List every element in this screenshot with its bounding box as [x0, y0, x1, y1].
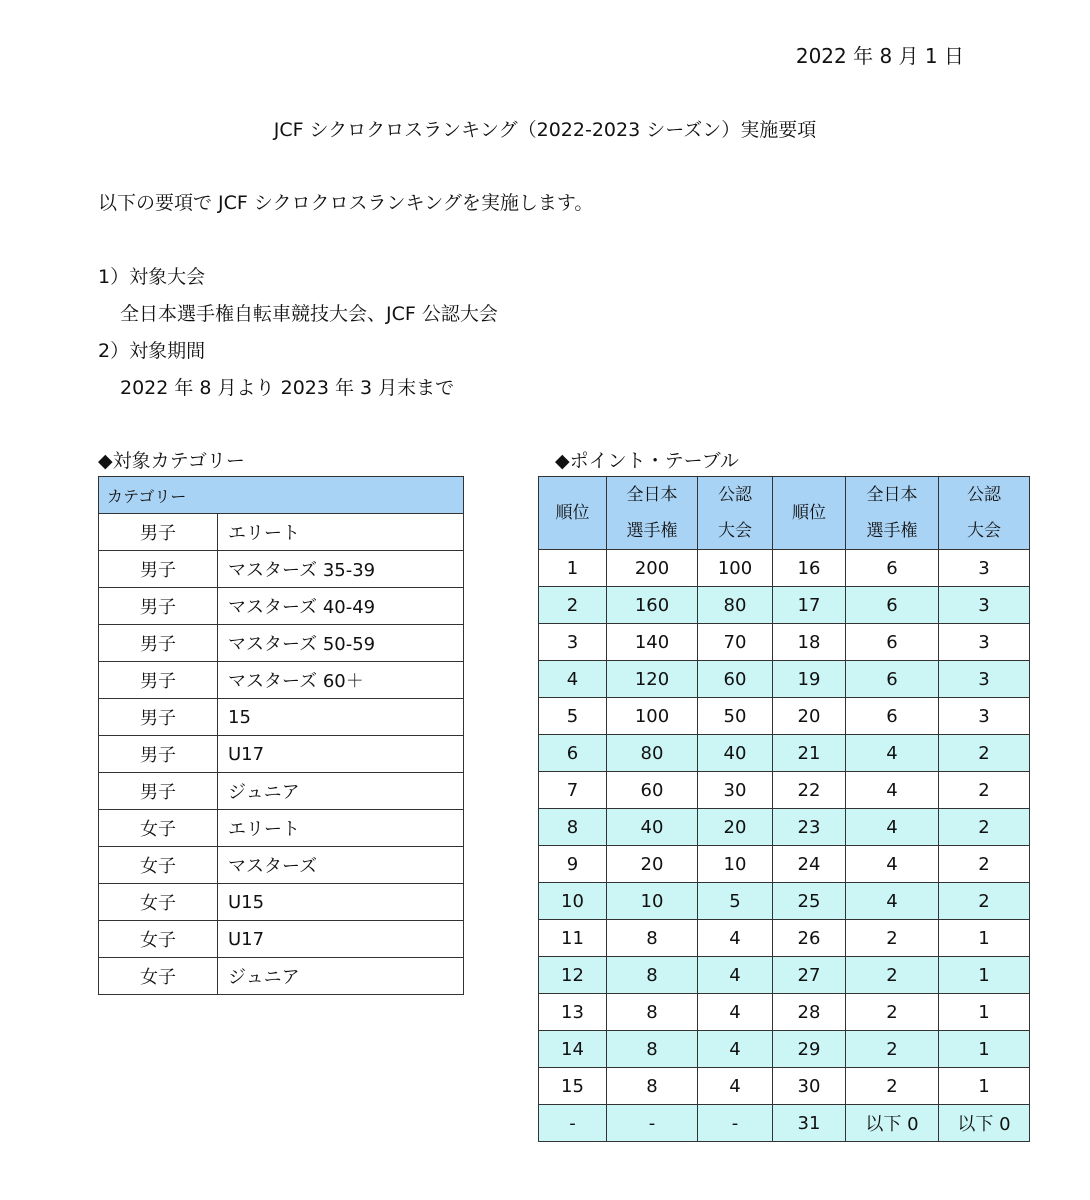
rank-cell-2: 31	[773, 1105, 846, 1142]
points-row	[539, 587, 1030, 624]
national-points-cell-2: 2	[846, 994, 939, 1031]
category-row	[99, 551, 464, 588]
official-points-cell: 4	[698, 1031, 773, 1068]
category-gender: 女子	[99, 921, 218, 958]
national-header-2-line1: 全日本	[866, 485, 918, 505]
rank-cell-2: 27	[773, 957, 846, 994]
official-header-line2: 大会	[718, 521, 752, 541]
official-points-cell: 20	[698, 809, 773, 846]
category-row	[99, 625, 464, 662]
official-points-cell-2: 2	[939, 772, 1030, 809]
category-table-body	[99, 514, 464, 995]
category-gender: 男子	[99, 625, 218, 662]
official-points-cell-2: 1	[939, 957, 1030, 994]
category-gender: 女子	[99, 884, 218, 921]
national-header-2	[846, 477, 939, 550]
national-points-cell-2: 4	[846, 772, 939, 809]
official-points-cell: 70	[698, 624, 773, 661]
section1-body: 全日本選手権自転車競技大会、JCF 公認大会	[120, 303, 498, 325]
category-name: 15	[218, 699, 464, 736]
national-header-line1: 全日本	[626, 485, 678, 505]
national-points-cell-2: 2	[846, 957, 939, 994]
national-points-cell-2: 6	[846, 661, 939, 698]
official-header-2	[939, 477, 1030, 550]
official-points-cell: 10	[698, 846, 773, 883]
category-gender: 男子	[99, 736, 218, 773]
national-points-cell-2: 4	[846, 809, 939, 846]
category-row	[99, 847, 464, 884]
rank-cell-2: 17	[773, 587, 846, 624]
points-row	[539, 994, 1030, 1031]
category-name: マスターズ 40-49	[218, 588, 464, 625]
national-points-cell-2: 6	[846, 587, 939, 624]
official-header-2-line1: 公認	[967, 485, 1001, 505]
category-name: エリート	[218, 810, 464, 847]
official-points-cell-2: 3	[939, 698, 1030, 735]
rank-cell-2: 23	[773, 809, 846, 846]
official-points-cell-2: 3	[939, 661, 1030, 698]
national-points-cell: 40	[607, 809, 698, 846]
national-points-cell: 10	[607, 883, 698, 920]
category-name: U15	[218, 884, 464, 921]
rank-cell-2: 22	[773, 772, 846, 809]
document-date: 2022 年 8 月 1 日	[795, 44, 964, 68]
rank-cell: 13	[539, 994, 607, 1031]
official-header-2-line2: 大会	[967, 521, 1001, 541]
official-points-cell-2: 1	[939, 1068, 1030, 1105]
points-row	[539, 1105, 1030, 1142]
category-name: ジュニア	[218, 773, 464, 810]
official-points-cell: 4	[698, 957, 773, 994]
document-title: JCF シクロクロスランキング（2022-2023 シーズン）実施要項	[273, 119, 817, 141]
rank-cell: 6	[539, 735, 607, 772]
national-points-cell: 160	[607, 587, 698, 624]
national-points-cell-2: 4	[846, 846, 939, 883]
official-points-cell: 4	[698, 920, 773, 957]
rank-cell-2: 29	[773, 1031, 846, 1068]
official-points-cell: 60	[698, 661, 773, 698]
category-row	[99, 736, 464, 773]
points-row	[539, 883, 1030, 920]
official-points-cell-2: 1	[939, 994, 1030, 1031]
points-table-body	[539, 550, 1030, 1142]
official-points-cell: 5	[698, 883, 773, 920]
category-name: マスターズ 50-59	[218, 625, 464, 662]
national-points-cell: 100	[607, 698, 698, 735]
national-header	[607, 477, 698, 550]
official-points-cell-2: 3	[939, 550, 1030, 587]
national-points-cell: 20	[607, 846, 698, 883]
rank-cell: 11	[539, 920, 607, 957]
official-points-cell-2: 3	[939, 587, 1030, 624]
national-points-cell: 80	[607, 735, 698, 772]
points-table-caption: ◆ポイント・テーブル	[555, 450, 739, 472]
category-gender: 男子	[99, 699, 218, 736]
rank-cell-2: 28	[773, 994, 846, 1031]
rank-cell-2: 25	[773, 883, 846, 920]
category-gender: 男子	[99, 551, 218, 588]
category-gender: 女子	[99, 847, 218, 884]
official-points-cell: 4	[698, 994, 773, 1031]
points-row	[539, 1068, 1030, 1105]
official-points-cell-2: 2	[939, 846, 1030, 883]
category-gender: 男子	[99, 773, 218, 810]
points-row	[539, 1031, 1030, 1068]
points-table	[538, 476, 1030, 1142]
official-points-cell: -	[698, 1105, 773, 1142]
official-points-cell-2: 2	[939, 809, 1030, 846]
category-name: マスターズ 35-39	[218, 551, 464, 588]
national-points-cell: 200	[607, 550, 698, 587]
rank-cell: 14	[539, 1031, 607, 1068]
official-points-cell-2: 1	[939, 1031, 1030, 1068]
points-row	[539, 698, 1030, 735]
points-row	[539, 772, 1030, 809]
rank-cell: 7	[539, 772, 607, 809]
national-points-cell-2: 6	[846, 550, 939, 587]
category-row	[99, 958, 464, 995]
national-points-cell: 140	[607, 624, 698, 661]
official-points-cell-2: 1	[939, 920, 1030, 957]
category-name: マスターズ 60＋	[218, 662, 464, 699]
rank-cell: 5	[539, 698, 607, 735]
rank-cell: 1	[539, 550, 607, 587]
rank-cell: 4	[539, 661, 607, 698]
points-row	[539, 809, 1030, 846]
points-row	[539, 920, 1030, 957]
rank-cell: 10	[539, 883, 607, 920]
section2-body: 2022 年 8 月より 2023 年 3 月末まで	[120, 377, 455, 399]
rank-cell: 12	[539, 957, 607, 994]
category-row	[99, 810, 464, 847]
rank-cell-2: 26	[773, 920, 846, 957]
intro-text: 以下の要項で JCF シクロクロスランキングを実施します。	[98, 192, 594, 214]
category-name: ジュニア	[218, 958, 464, 995]
rank-cell-2: 24	[773, 846, 846, 883]
rank-cell-2: 16	[773, 550, 846, 587]
category-table-header: カテゴリー	[99, 477, 464, 514]
category-table	[98, 476, 464, 995]
points-row	[539, 735, 1030, 772]
official-points-cell: 50	[698, 698, 773, 735]
official-points-cell: 40	[698, 735, 773, 772]
category-name: エリート	[218, 514, 464, 551]
rank-cell-2: 30	[773, 1068, 846, 1105]
national-points-cell: 8	[607, 994, 698, 1031]
rank-header-2: 順位	[773, 477, 846, 550]
national-points-cell-2: 以下 0	[846, 1105, 939, 1142]
rank-cell: 15	[539, 1068, 607, 1105]
category-row	[99, 514, 464, 551]
official-points-cell-2: 2	[939, 883, 1030, 920]
national-points-cell: 8	[607, 920, 698, 957]
rank-cell: 8	[539, 809, 607, 846]
national-points-cell-2: 6	[846, 698, 939, 735]
category-row	[99, 921, 464, 958]
national-points-cell-2: 6	[846, 624, 939, 661]
section1-heading: 1）対象大会	[98, 266, 206, 288]
national-points-cell: 60	[607, 772, 698, 809]
category-name: U17	[218, 921, 464, 958]
category-row	[99, 773, 464, 810]
official-header	[698, 477, 773, 550]
national-points-cell-2: 4	[846, 883, 939, 920]
official-points-cell: 4	[698, 1068, 773, 1105]
rank-cell: 2	[539, 587, 607, 624]
points-table-header-row	[539, 477, 1030, 550]
points-row	[539, 846, 1030, 883]
section2-heading: 2）対象期間	[98, 340, 206, 362]
national-header-2-line2: 選手権	[866, 521, 918, 541]
category-row	[99, 662, 464, 699]
rank-header: 順位	[539, 477, 607, 550]
national-points-cell: 8	[607, 1031, 698, 1068]
category-gender: 男子	[99, 588, 218, 625]
national-points-cell-2: 2	[846, 1031, 939, 1068]
category-row	[99, 699, 464, 736]
points-row	[539, 957, 1030, 994]
category-row	[99, 588, 464, 625]
points-row	[539, 624, 1030, 661]
rank-cell: 3	[539, 624, 607, 661]
official-header-line1: 公認	[718, 485, 752, 505]
category-name: マスターズ	[218, 847, 464, 884]
category-name: U17	[218, 736, 464, 773]
category-table-header-row	[99, 477, 464, 514]
national-points-cell-2: 4	[846, 735, 939, 772]
category-row	[99, 884, 464, 921]
category-gender: 男子	[99, 514, 218, 551]
official-points-cell-2: 以下 0	[939, 1105, 1030, 1142]
official-points-cell: 80	[698, 587, 773, 624]
official-points-cell-2: 2	[939, 735, 1030, 772]
national-points-cell: 8	[607, 1068, 698, 1105]
official-points-cell: 100	[698, 550, 773, 587]
category-gender: 女子	[99, 810, 218, 847]
category-gender: 男子	[99, 662, 218, 699]
rank-cell: 9	[539, 846, 607, 883]
rank-cell-2: 19	[773, 661, 846, 698]
official-points-cell: 30	[698, 772, 773, 809]
category-gender: 女子	[99, 958, 218, 995]
points-row	[539, 661, 1030, 698]
rank-cell-2: 21	[773, 735, 846, 772]
national-points-cell-2: 2	[846, 1068, 939, 1105]
national-header-line2: 選手権	[626, 521, 678, 541]
points-row	[539, 550, 1030, 587]
national-points-cell: -	[607, 1105, 698, 1142]
official-points-cell-2: 3	[939, 624, 1030, 661]
rank-cell-2: 20	[773, 698, 846, 735]
national-points-cell: 8	[607, 957, 698, 994]
category-table-caption: ◆対象カテゴリー	[98, 450, 245, 472]
national-points-cell-2: 2	[846, 920, 939, 957]
rank-cell-2: 18	[773, 624, 846, 661]
national-points-cell: 120	[607, 661, 698, 698]
rank-cell: -	[539, 1105, 607, 1142]
